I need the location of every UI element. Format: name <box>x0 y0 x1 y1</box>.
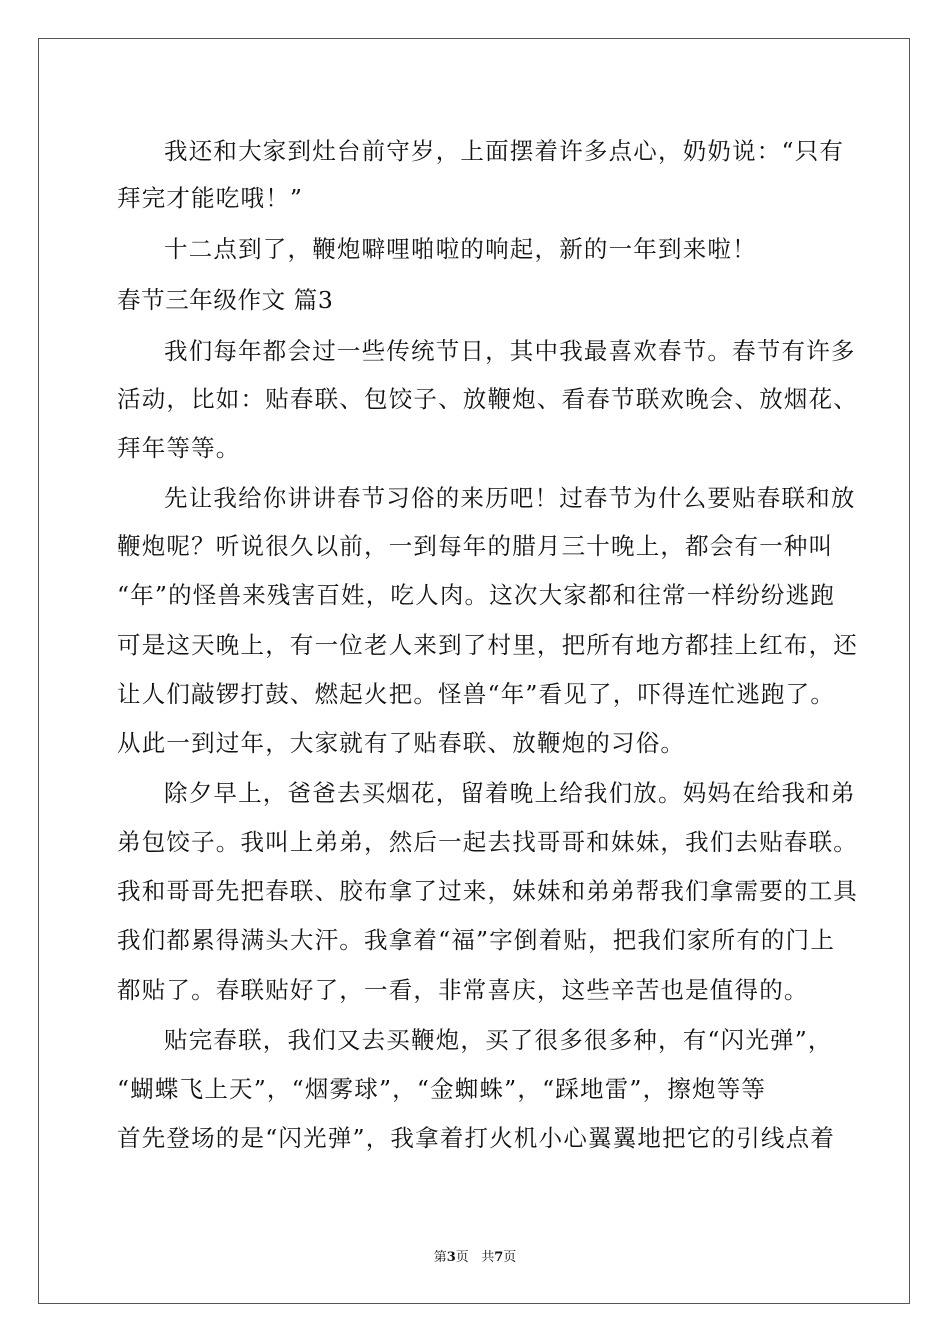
paragraph-line: “蝴蝶飞上天”，“烟雾球”，“金蜘蛛”，“踩地雷”，擦炮等等 <box>117 1075 767 1103</box>
section-heading: 春节三年级作文 篇3 <box>117 286 334 314</box>
footer-prefix: 第 <box>433 1250 447 1265</box>
paragraph-line: 活动，比如：贴春联、包饺子、放鞭炮、看春节联欢晚会、放烟花、 <box>117 385 858 413</box>
paragraph-line: 让人们敲锣打鼓、燃起火把。怪兽“年”看见了，吓得连忙逃跑了。 <box>117 680 836 708</box>
paragraph-line: “年”的怪兽来残害百姓，吃人肉。这次大家都和往常一样纷纷逃跑 <box>117 581 836 609</box>
paragraph-line: 我们每年都会过一些传统节日，其中我最喜欢春节。春节有许多 <box>164 337 856 365</box>
paragraph-line: 鞭炮呢？听说很久以前，一到每年的腊月三十晚上，都会有一种叫 <box>117 532 834 560</box>
page-border <box>38 38 910 1304</box>
footer-mid: 页 共 <box>455 1250 495 1265</box>
paragraph-line: 贴完春联，我们又去买鞭炮，买了很多很多种，有“闪光弹”， <box>164 1026 833 1054</box>
paragraph-line: 我和哥哥先把春联、胶布拿了过来，妹妹和弟弟帮我们拿需要的工具 <box>117 877 858 905</box>
total-page-count: 7 <box>494 1250 504 1265</box>
current-page-number: 3 <box>446 1250 456 1265</box>
paragraph-line: 拜年等等。 <box>117 434 241 462</box>
paragraph-line: 先让我给你讲讲春节习俗的来历吧！过春节为什么要贴春联和放 <box>164 484 856 512</box>
paragraph-line: 我还和大家到灶台前守岁，上面摆着许多点心，奶奶说：“只有 <box>164 137 845 165</box>
paragraph-line: 除夕早上，爸爸去买烟花，留着晚上给我们放。妈妈在给我和弟 <box>164 779 856 807</box>
paragraph-line: 十二点到了，鞭炮噼哩啪啦的响起，新的一年到来啦！ <box>164 235 757 263</box>
paragraph-line: 我们都累得满头大汗。我拿着“福”字倒着贴，把我们家所有的门上 <box>117 926 836 954</box>
paragraph-line: 拜完才能吃哦！” <box>117 184 304 212</box>
page-footer <box>0 1246 950 1265</box>
paragraph-line: 可是这天晚上，有一位老人来到了村里，把所有地方都挂上红布，还 <box>117 631 858 659</box>
paragraph-line: 弟包饺子。我叫上弟弟，然后一起去找哥哥和妹妹，我们去贴春联。 <box>117 828 858 856</box>
paragraph-line: 从此一到过年，大家就有了贴春联、放鞭炮的习俗。 <box>117 729 686 757</box>
paragraph-line: 首先登场的是“闪光弹”，我拿着打火机小心翼翼地把它的引线点着 <box>117 1124 836 1152</box>
paragraph-line: 都贴了。春联贴好了，一看，非常喜庆，这些辛苦也是值得的。 <box>117 976 809 1004</box>
footer-suffix: 页 <box>503 1250 517 1265</box>
